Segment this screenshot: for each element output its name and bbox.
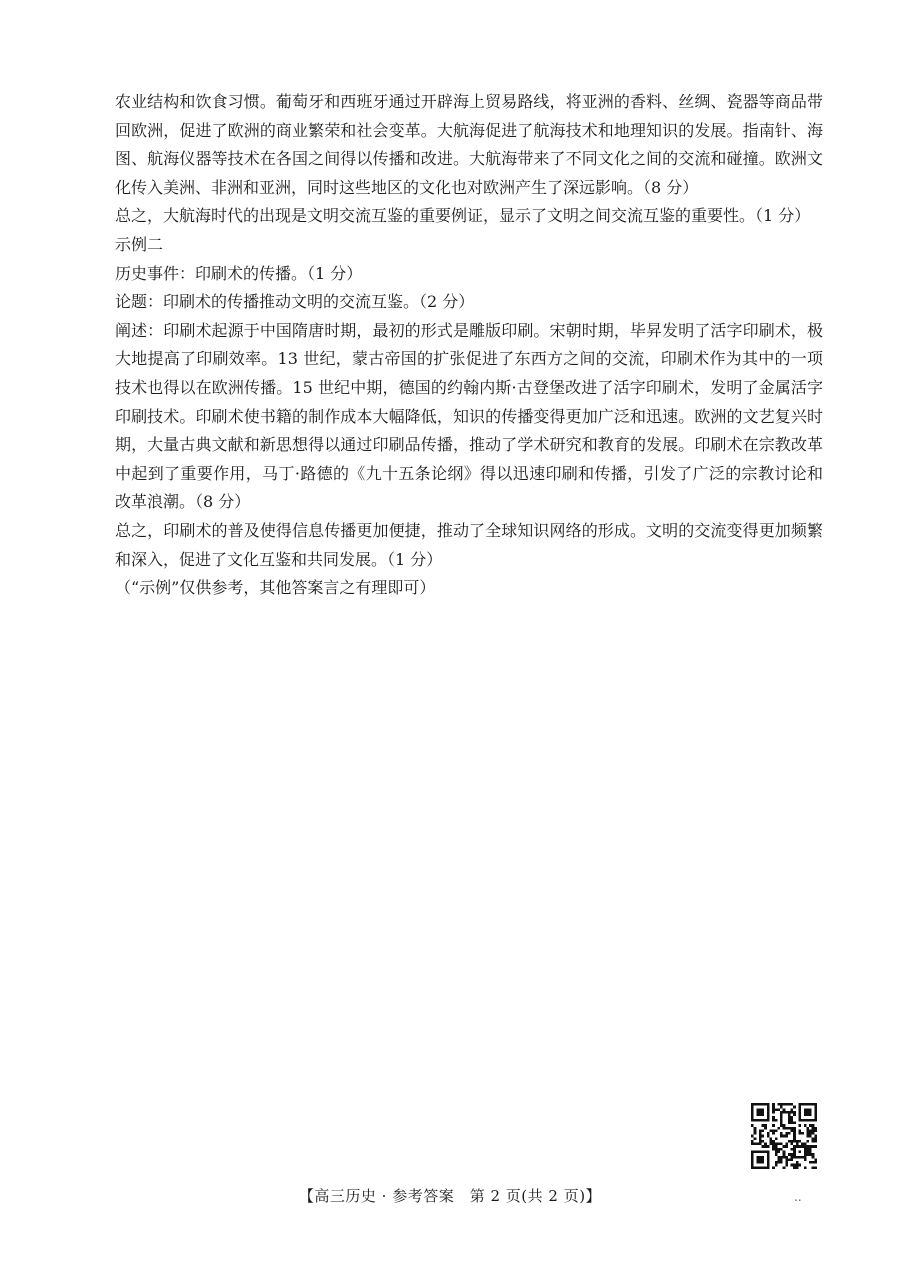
corner-mark: .. <box>794 1190 802 1204</box>
paragraph-elaboration: 阐述：印刷术起源于中国隋唐时期，最初的形式是雕版印刷。宋朝时期，毕昇发明了活字印刷术，极大地提高了印刷效率。13 世纪，蒙古帝国的扩张促进了东西方之间的交流，印刷术作为其中的一项技术也得以在欧洲传播。15 世纪中期，德国的约翰内斯·古登堡改进了活字印刷术，发明了金属活字印刷技术。印刷术使书籍的制作成本大幅降低，知识的传播变得更加广泛和迅速。欧洲的文艺复兴时期，大量古典文献和新思想得以通过印刷品传播，推动了学术研究和教育的发展。印刷术在宗教改革中起到了重要作用，马丁·路德的《九十五条论纲》得以迅速印刷和传播，引发了广泛的宗教讨论和改革浪潮。（8 分） <box>115 320 823 512</box>
paragraph-printing-conclusion: 总之，印刷术的普及使得信息传播更加便捷，推动了全球知识网络的形成。文明的交流变得更加频繁和深入，促进了文化互鉴和共同发展。（1 分） <box>115 520 823 569</box>
paragraph-historical-event: 历史事件：印刷术的传播。（1 分） <box>115 263 363 283</box>
reference-note: （“示例”仅供参考，其他答案言之有理即可） <box>115 578 436 598</box>
answer-body <box>115 88 823 603</box>
example-two-heading: 示例二 <box>115 234 164 254</box>
paragraph-thesis: 论题：印刷术的传播推动文明的交流互鉴。（2 分） <box>115 292 475 312</box>
page-footer: 【高三历史 · 参考答案 第 2 页(共 2 页)】 <box>298 1187 602 1205</box>
paragraph-voyage-conclusion: 总之，大航海时代的出现是文明交流互鉴的重要例证，显示了文明之间交流互鉴的重要性。（1 分） <box>115 206 811 226</box>
qr-code-icon <box>751 1103 817 1169</box>
paragraph-voyage-impact: 农业结构和饮食习惯。葡萄牙和西班牙通过开辟海上贸易路线，将亚洲的香料、丝绸、瓷器等商品带回欧洲，促进了欧洲的商业繁荣和社会变革。大航海促进了航海技术和地理知识的发展。指南针、海图、航海仪器等技术在各国之间得以传播和改进。大航海带来了不同文化之间的交流和碰撞。欧洲文化传入美洲、非洲和亚洲，同时这些地区的文化也对欧洲产生了深远影响。（8 分） <box>115 92 823 197</box>
